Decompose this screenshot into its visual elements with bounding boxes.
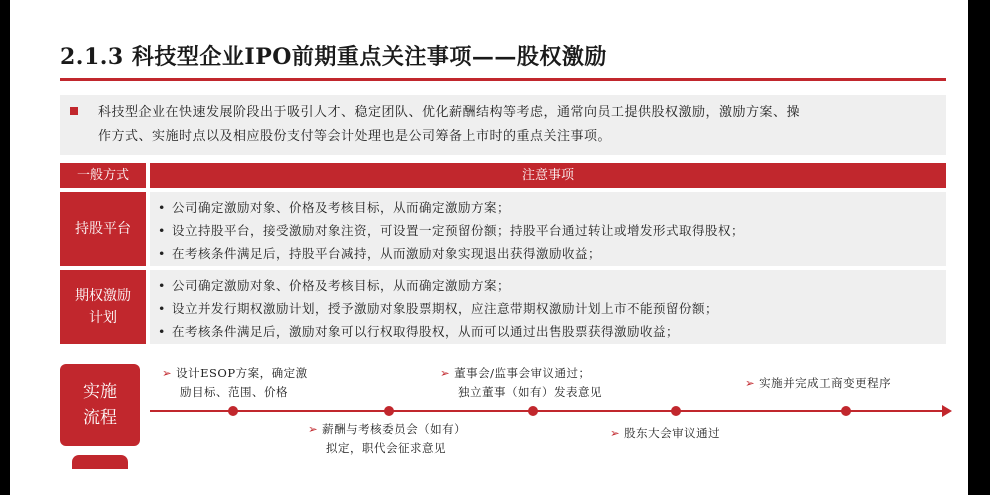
square-bullet-icon xyxy=(70,107,78,115)
left-black-border xyxy=(0,0,10,495)
implementation-flow-label: 实施 流程 xyxy=(60,364,140,446)
bullet-icon: • xyxy=(158,246,166,261)
row-label-text: 期权激励 计划 xyxy=(75,288,131,326)
intro-line-1: 科技型企业在快速发展阶段出于吸引人才、稳定团队、优化薪酬结构等考虑，通常向员工提供股权激励，激励方案、操 xyxy=(98,105,801,120)
timeline-node xyxy=(384,406,394,416)
slide-title: 2.1.3 科技型企业IPO前期重点关注事项——股权激励 xyxy=(60,44,607,70)
list-item: • 设立持股平台，接受激励对象注资，可设置一定预留份额；持股平台通过转让或增发形式取得股权； xyxy=(158,223,745,238)
bullet-icon: • xyxy=(158,301,166,316)
intro-line-2: 作方式、实施时点以及相应股份支付等会计处理也是公司筹备上市时的重点关注事项。 xyxy=(98,129,612,144)
row-body-option-plan xyxy=(150,270,946,344)
bullet-icon: • xyxy=(158,200,166,215)
flow-step-shareholder-meeting: ➢ 股东大会审议通过 xyxy=(610,426,721,440)
arrow-bullet-icon: ➢ xyxy=(162,366,173,380)
flow-step-compensation-committee: ➢ 薪酬与考核委员会（如有） 拟定，职代会征求意见 xyxy=(308,422,467,455)
timeline-node xyxy=(228,406,238,416)
flow-step-design-esop: ➢ 设计ESOP方案，确定激 励目标、范围、价格 xyxy=(162,366,308,399)
flow-step-registration: ➢ 实施并完成工商变更程序 xyxy=(745,376,892,390)
table-header-method: 一般方式 xyxy=(60,163,146,188)
slide xyxy=(10,0,968,495)
arrow-bullet-icon: ➢ xyxy=(308,422,319,436)
list-item: • 公司确定激励对象、价格及考核目标，从而确定激励方案； xyxy=(158,200,511,215)
intro-panel xyxy=(60,95,946,155)
timeline-node xyxy=(671,406,681,416)
flow-step-board-approval: ➢ 董事会/监事会审议通过； 独立董事（如有）发表意见 xyxy=(440,366,602,399)
row-body-holding-platform xyxy=(150,192,946,266)
row-label-holding-platform xyxy=(60,192,146,266)
intro-text xyxy=(98,101,934,149)
next-section-tab xyxy=(72,455,128,469)
bullet-icon: • xyxy=(158,223,166,238)
timeline-node xyxy=(528,406,538,416)
arrow-bullet-icon: ➢ xyxy=(610,426,621,440)
row-label-option-plan xyxy=(60,270,146,344)
list-item: • 公司确定激励对象、价格及考核目标，从而确定激励方案； xyxy=(158,278,511,293)
bullet-icon: • xyxy=(158,324,166,339)
arrow-bullet-icon: ➢ xyxy=(440,366,451,380)
arrow-bullet-icon: ➢ xyxy=(745,376,756,390)
timeline-arrowhead-icon xyxy=(942,405,952,417)
list-item: • 在考核条件满足后，持股平台减持，从而激励对象实现退出获得激励收益； xyxy=(158,246,602,261)
title-divider xyxy=(60,78,946,81)
right-black-border xyxy=(968,0,990,495)
row-label-text: 持股平台 xyxy=(75,221,131,237)
timeline-node xyxy=(841,406,851,416)
timeline-axis xyxy=(150,410,950,412)
bullet-icon: • xyxy=(158,278,166,293)
list-item: • 设立并发行期权激励计划，授予激励对象股票期权，应注意带期权激励计划上市不能预留份额； xyxy=(158,301,719,316)
table-header-notes: 注意事项 xyxy=(150,163,946,188)
list-item: • 在考核条件满足后，激励对象可以行权取得股权，从而可以通过出售股票获得激励收益； xyxy=(158,324,680,339)
